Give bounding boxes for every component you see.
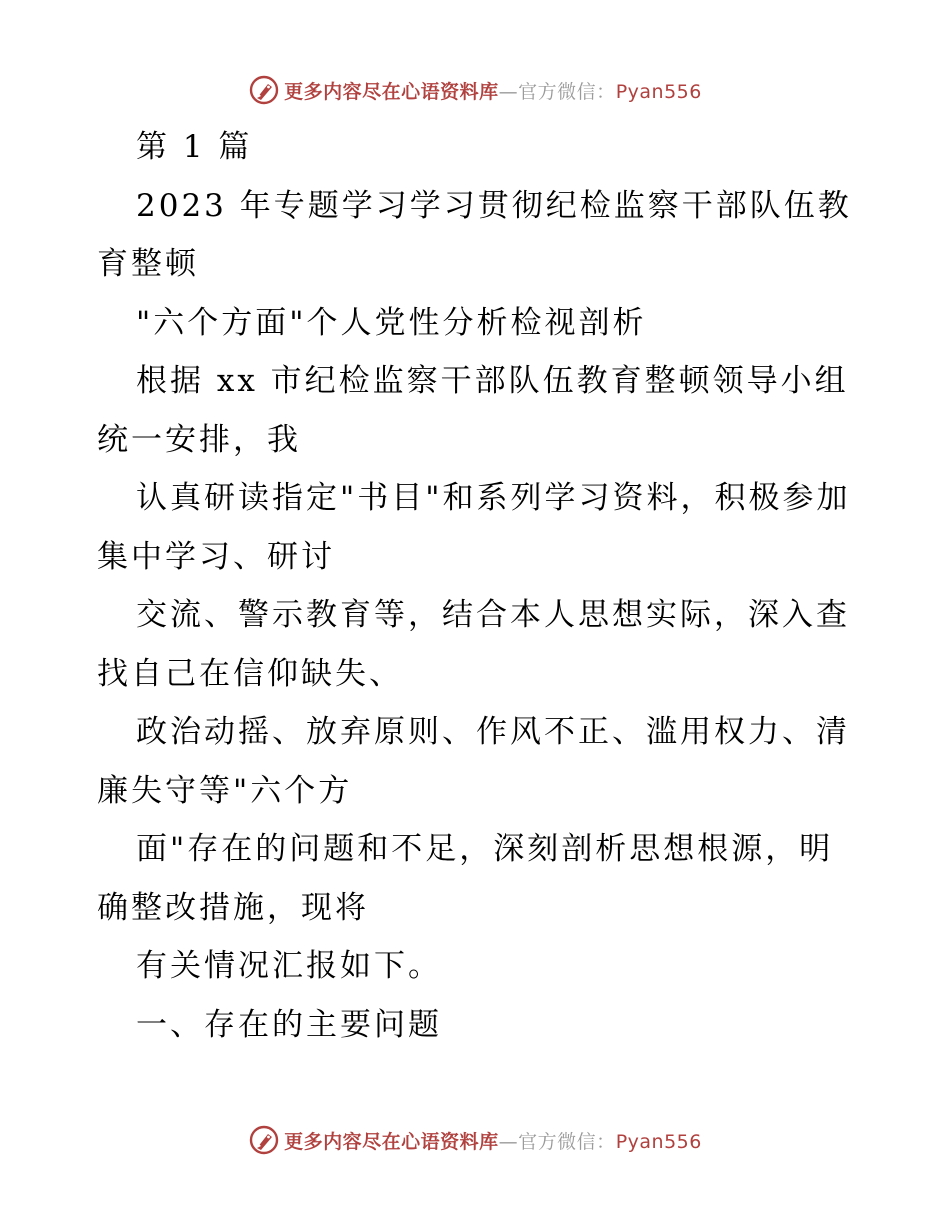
paragraph-line: 有关情况汇报如下。 bbox=[136, 948, 442, 984]
pen-nib-logo-icon bbox=[248, 74, 280, 106]
banner-handle: Pyan556 bbox=[615, 80, 702, 103]
banner-brand: 更多内容尽在心语资料库 bbox=[284, 1130, 499, 1153]
paragraph-line: 政治动摇、放弃原则、作风不正、滥用权力、清 bbox=[136, 714, 850, 750]
paragraph-line: 确整改措施，现将 bbox=[97, 889, 369, 926]
header-watermark-banner bbox=[0, 70, 950, 110]
paragraph-line: 统一安排，我 bbox=[97, 421, 301, 458]
paragraph-line: 2023 年专题学习学习贯彻纪检监察干部队伍教 bbox=[136, 187, 852, 224]
banner-text bbox=[284, 77, 702, 104]
pen-nib-logo-icon bbox=[248, 1124, 280, 1156]
paragraph-line: 找自己在信仰缺失、 bbox=[97, 655, 403, 692]
document-body bbox=[97, 118, 857, 1054]
paragraph-line: 第 1 篇 bbox=[136, 129, 253, 165]
paragraph-line: 根据 xx 市纪检监察干部队伍教育整顿领导小组 bbox=[136, 363, 849, 399]
paragraph-line: 一、存在的主要问题 bbox=[136, 1006, 442, 1043]
paragraph-line: 面"存在的问题和不足，深刻剖析思想根源，明 bbox=[136, 831, 834, 867]
banner-handle: Pyan556 bbox=[615, 1130, 702, 1153]
banner-rest: 官方微信： bbox=[518, 1130, 616, 1153]
banner-rest: 官方微信： bbox=[518, 80, 616, 103]
footer-watermark-banner bbox=[0, 1120, 950, 1160]
banner-text bbox=[284, 1127, 702, 1154]
banner-separator: — bbox=[498, 80, 519, 103]
paragraph-line: 集中学习、研讨 bbox=[97, 538, 335, 575]
paragraph-line: 交流、警示教育等，结合本人思想实际，深入查 bbox=[136, 597, 850, 633]
paragraph-line: 廉失守等"六个方 bbox=[97, 772, 353, 809]
paragraph-line: "六个方面"个人党性分析检视剖析 bbox=[136, 304, 647, 341]
banner-brand: 更多内容尽在心语资料库 bbox=[284, 80, 499, 103]
banner-separator: — bbox=[498, 1130, 519, 1153]
paragraph-line: 认真研读指定"书目"和系列学习资料，积极参加 bbox=[136, 480, 851, 516]
paragraph-line: 育整顿 bbox=[97, 246, 199, 282]
